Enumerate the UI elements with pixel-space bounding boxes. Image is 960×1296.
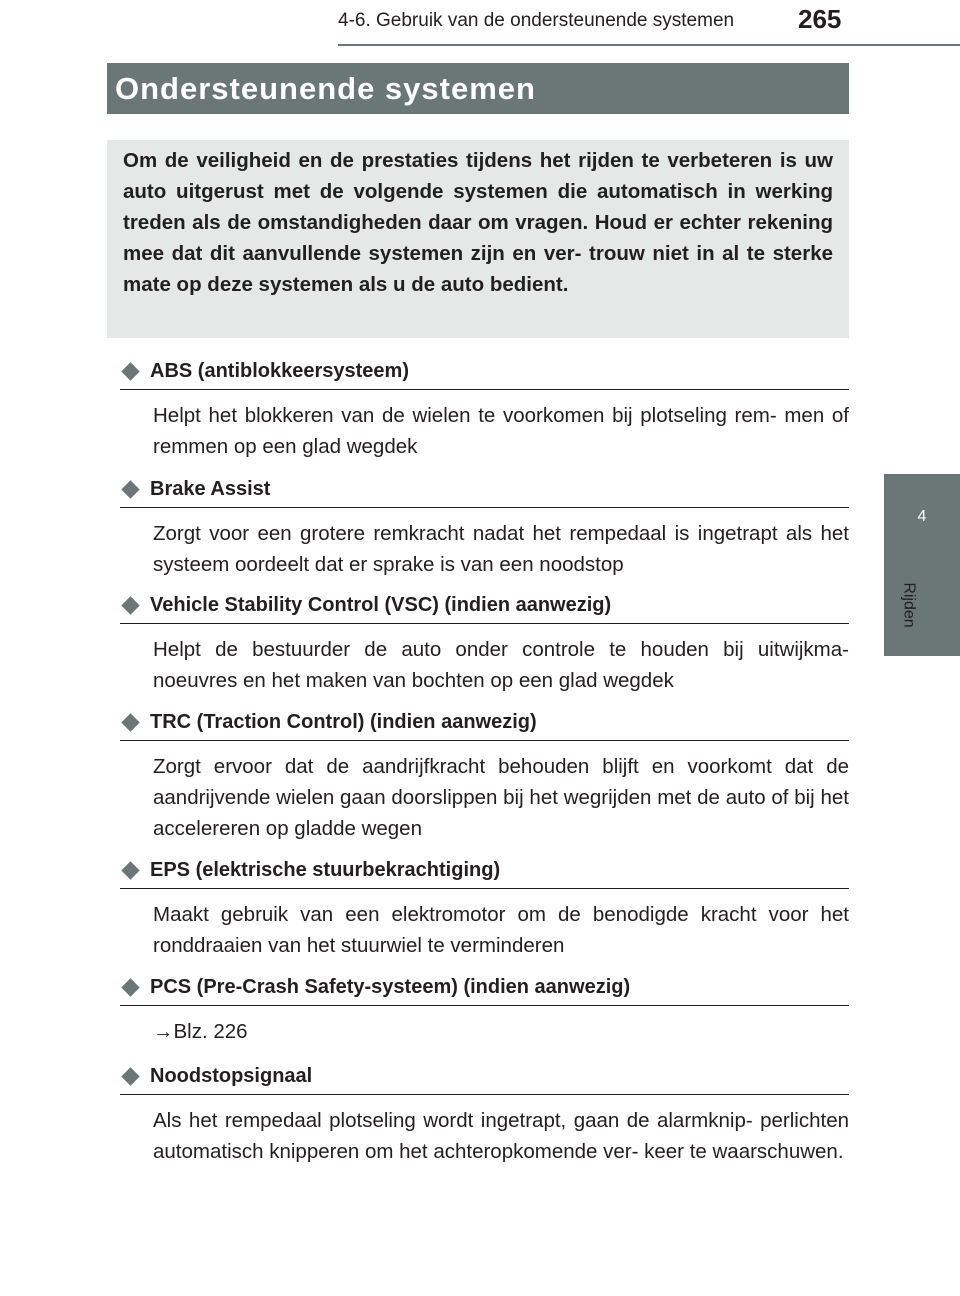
feature-description: Als het rempedaal plotseling wordt ingetrapt, gaan de alarmknip- perlichten automatisch knipperen om het achteropkomende ver- keer te waarschuwen. — [153, 1109, 849, 1163]
feature-description: Helpt de bestuurder de auto onder controle te houden bij uitwijkma- noeuvres en het maken van bochten op een glad wegdek — [153, 638, 849, 692]
chapter-number: 4 — [917, 508, 927, 525]
feature-heading — [120, 590, 849, 624]
feature-description: Helpt het blokkeren van de wielen te voorkomen bij plotseling rem- men of remmen op een glad wegdek — [153, 404, 849, 458]
feature-heading — [120, 1061, 849, 1095]
diamond-bullet-icon — [121, 713, 139, 731]
intro-box — [107, 140, 849, 338]
feature-item — [120, 590, 849, 707]
diamond-bullet-icon — [121, 1067, 139, 1085]
feature-title: Brake Assist — [150, 478, 271, 500]
feature-item — [120, 474, 849, 590]
feature-heading — [120, 707, 849, 741]
feature-item — [120, 1061, 849, 1211]
feature-title: Noodstopsignaal — [150, 1065, 313, 1087]
feature-title: Vehicle Stability Control (VSC) (indien aanwezig) — [150, 594, 612, 616]
feature-description: Zorgt ervoor dat de aandrijfkracht behouden blijft en voorkomt dat de aandrijvende wielen gaan doorslippen bij het wegrijden met de auto of bij het accelereren op gladde wegen — [153, 755, 849, 840]
feature-item — [120, 972, 849, 1061]
feature-heading — [120, 474, 849, 508]
diamond-bullet-icon — [121, 480, 139, 498]
feature-item — [120, 707, 849, 855]
diamond-bullet-icon — [121, 861, 139, 879]
section-title: Ondersteunende systemen — [115, 70, 536, 106]
feature-heading — [120, 855, 849, 889]
feature-title: ABS (antiblokkeersysteem) — [150, 360, 409, 382]
chapter-label-text: Rijden — [901, 582, 919, 628]
chapter-header-title: 4-6. Gebruik van de ondersteunende systemen — [338, 10, 735, 31]
feature-heading — [120, 356, 849, 390]
diamond-bullet-icon — [121, 362, 139, 380]
feature-title: TRC (Traction Control) (indien aanwezig) — [150, 711, 537, 733]
feature-item — [120, 356, 849, 474]
page-number: 265 — [798, 4, 842, 34]
chapter-side-label — [893, 575, 925, 635]
diamond-bullet-icon — [121, 596, 139, 614]
feature-description: Zorgt voor een grotere remkracht nadat het rempedaal is ingetrapt als het systeem oordeelt dat er sprake is van een noodstop — [153, 522, 849, 576]
feature-title: EPS (elektrische stuurbekrachtiging) — [150, 859, 501, 881]
diamond-bullet-icon — [121, 978, 139, 996]
feature-description: Maakt gebruik van een elektromotor om de benodigde kracht voor het ronddraaien van het stuurwiel te verminderen — [153, 903, 849, 957]
feature-item — [120, 855, 849, 972]
feature-list — [120, 356, 849, 1211]
page-reference: →Blz. 226 — [153, 1020, 248, 1043]
feature-title: PCS (Pre-Crash Safety-systeem) (indien aanwezig) — [150, 976, 631, 998]
intro-text: Om de veiligheid en de prestaties tijdens het rijden te verbeteren is uw auto uitgerust met de volgende systemen die automatisch in werking treden als de omstandigheden daar om vragen. Houd er echter rekening mee dat dit aanvullende systemen zijn en ver- trouw niet in al te sterke mate op deze systemen als u de auto bedient. — [123, 149, 833, 296]
feature-heading — [120, 972, 849, 1006]
header-divider — [338, 44, 960, 46]
section-banner — [107, 63, 849, 114]
